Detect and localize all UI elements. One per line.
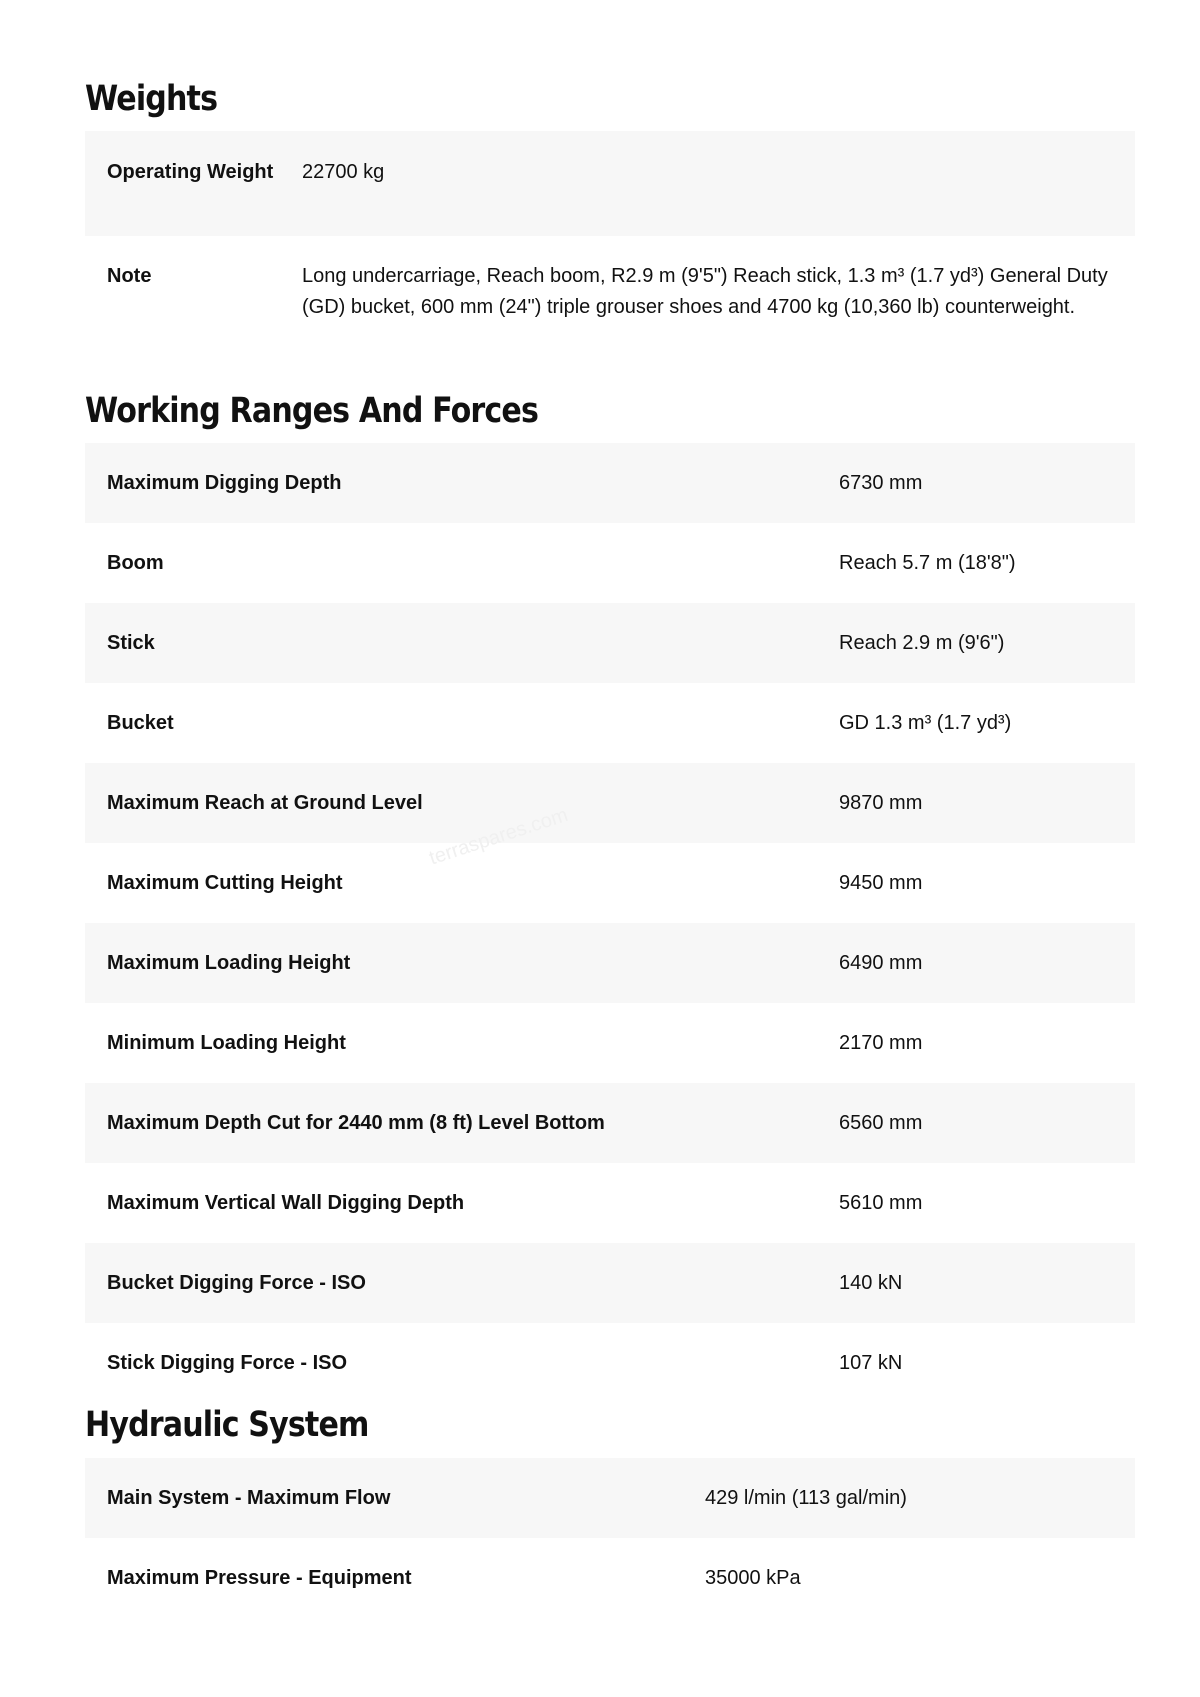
table-row bbox=[85, 603, 1135, 683]
section-title-weights: Weights bbox=[85, 79, 218, 119]
spec-label: Stick Digging Force - ISO bbox=[107, 1351, 348, 1374]
spec-value: 6560 mm bbox=[839, 1111, 923, 1134]
table-row bbox=[85, 683, 1135, 763]
weights-table bbox=[85, 131, 1135, 354]
spec-label: Main System - Maximum Flow bbox=[107, 1486, 391, 1509]
section-title-hydraulic: Hydraulic System bbox=[85, 1405, 369, 1445]
table-row bbox=[85, 843, 1135, 923]
spec-label: Maximum Depth Cut for 2440 mm (8 ft) Level Bottom bbox=[107, 1111, 605, 1134]
spec-label: Bucket Digging Force - ISO bbox=[107, 1271, 366, 1294]
spec-value: 429 l/min (113 gal/min) bbox=[705, 1486, 907, 1509]
table-row bbox=[85, 1458, 1135, 1538]
spec-value: 6490 mm bbox=[839, 951, 923, 974]
table-row bbox=[85, 923, 1135, 1003]
spec-value: 140 kN bbox=[839, 1271, 903, 1294]
spec-label: Note bbox=[107, 265, 152, 287]
spec-value: Reach 5.7 m (18'8") bbox=[839, 551, 1016, 574]
spec-label: Maximum Digging Depth bbox=[107, 471, 342, 494]
table-row bbox=[85, 1163, 1135, 1243]
table-row bbox=[85, 1538, 1135, 1618]
working-ranges-table bbox=[85, 443, 1135, 1403]
table-row bbox=[85, 1243, 1135, 1323]
table-row bbox=[85, 236, 1135, 354]
spec-value: 9450 mm bbox=[839, 871, 923, 894]
spec-label: Maximum Reach at Ground Level bbox=[107, 791, 423, 814]
hydraulic-table bbox=[85, 1458, 1135, 1618]
spec-label: Maximum Loading Height bbox=[107, 951, 351, 974]
spec-label: Maximum Vertical Wall Digging Depth bbox=[107, 1191, 465, 1214]
table-row bbox=[85, 1003, 1135, 1083]
spec-label: Boom bbox=[107, 551, 164, 574]
spec-value: 5610 mm bbox=[839, 1191, 923, 1214]
table-row bbox=[85, 523, 1135, 603]
watermark: terraspares.com bbox=[426, 803, 571, 870]
table-row bbox=[85, 1323, 1135, 1403]
table-row bbox=[85, 1083, 1135, 1163]
spec-value: 9870 mm bbox=[839, 791, 923, 814]
spec-label: Maximum Cutting Height bbox=[107, 871, 343, 894]
spec-value: Reach 2.9 m (9'6") bbox=[839, 631, 1005, 654]
spec-value: 2170 mm bbox=[839, 1031, 923, 1054]
spec-label: Bucket bbox=[107, 711, 174, 734]
spec-value: 107 kN bbox=[839, 1351, 903, 1374]
section-title-working-ranges: Working Ranges And Forces bbox=[85, 391, 539, 431]
spec-value: GD 1.3 m³ (1.7 yd³) bbox=[839, 711, 1012, 734]
spec-value: 22700 kg bbox=[302, 161, 385, 183]
spec-label: Stick bbox=[107, 631, 155, 654]
table-row bbox=[85, 131, 1135, 236]
spec-label: Maximum Pressure - Equipment bbox=[107, 1566, 412, 1589]
table-row bbox=[85, 763, 1135, 843]
spec-label: Operating Weight bbox=[107, 161, 274, 183]
spec-value: 35000 kPa bbox=[705, 1566, 801, 1589]
spec-value: Long undercarriage, Reach boom, R2.9 m (9'5") Reach stick, 1.3 m³ (1.7 yd³) General Duty (GD) bucket, 600 mm (24") triple grouser shoes and 4700 kg (10,360 lb) counterweight. bbox=[302, 265, 1108, 318]
spec-label: Minimum Loading Height bbox=[107, 1031, 346, 1054]
spec-value: 6730 mm bbox=[839, 471, 923, 494]
table-row bbox=[85, 443, 1135, 523]
